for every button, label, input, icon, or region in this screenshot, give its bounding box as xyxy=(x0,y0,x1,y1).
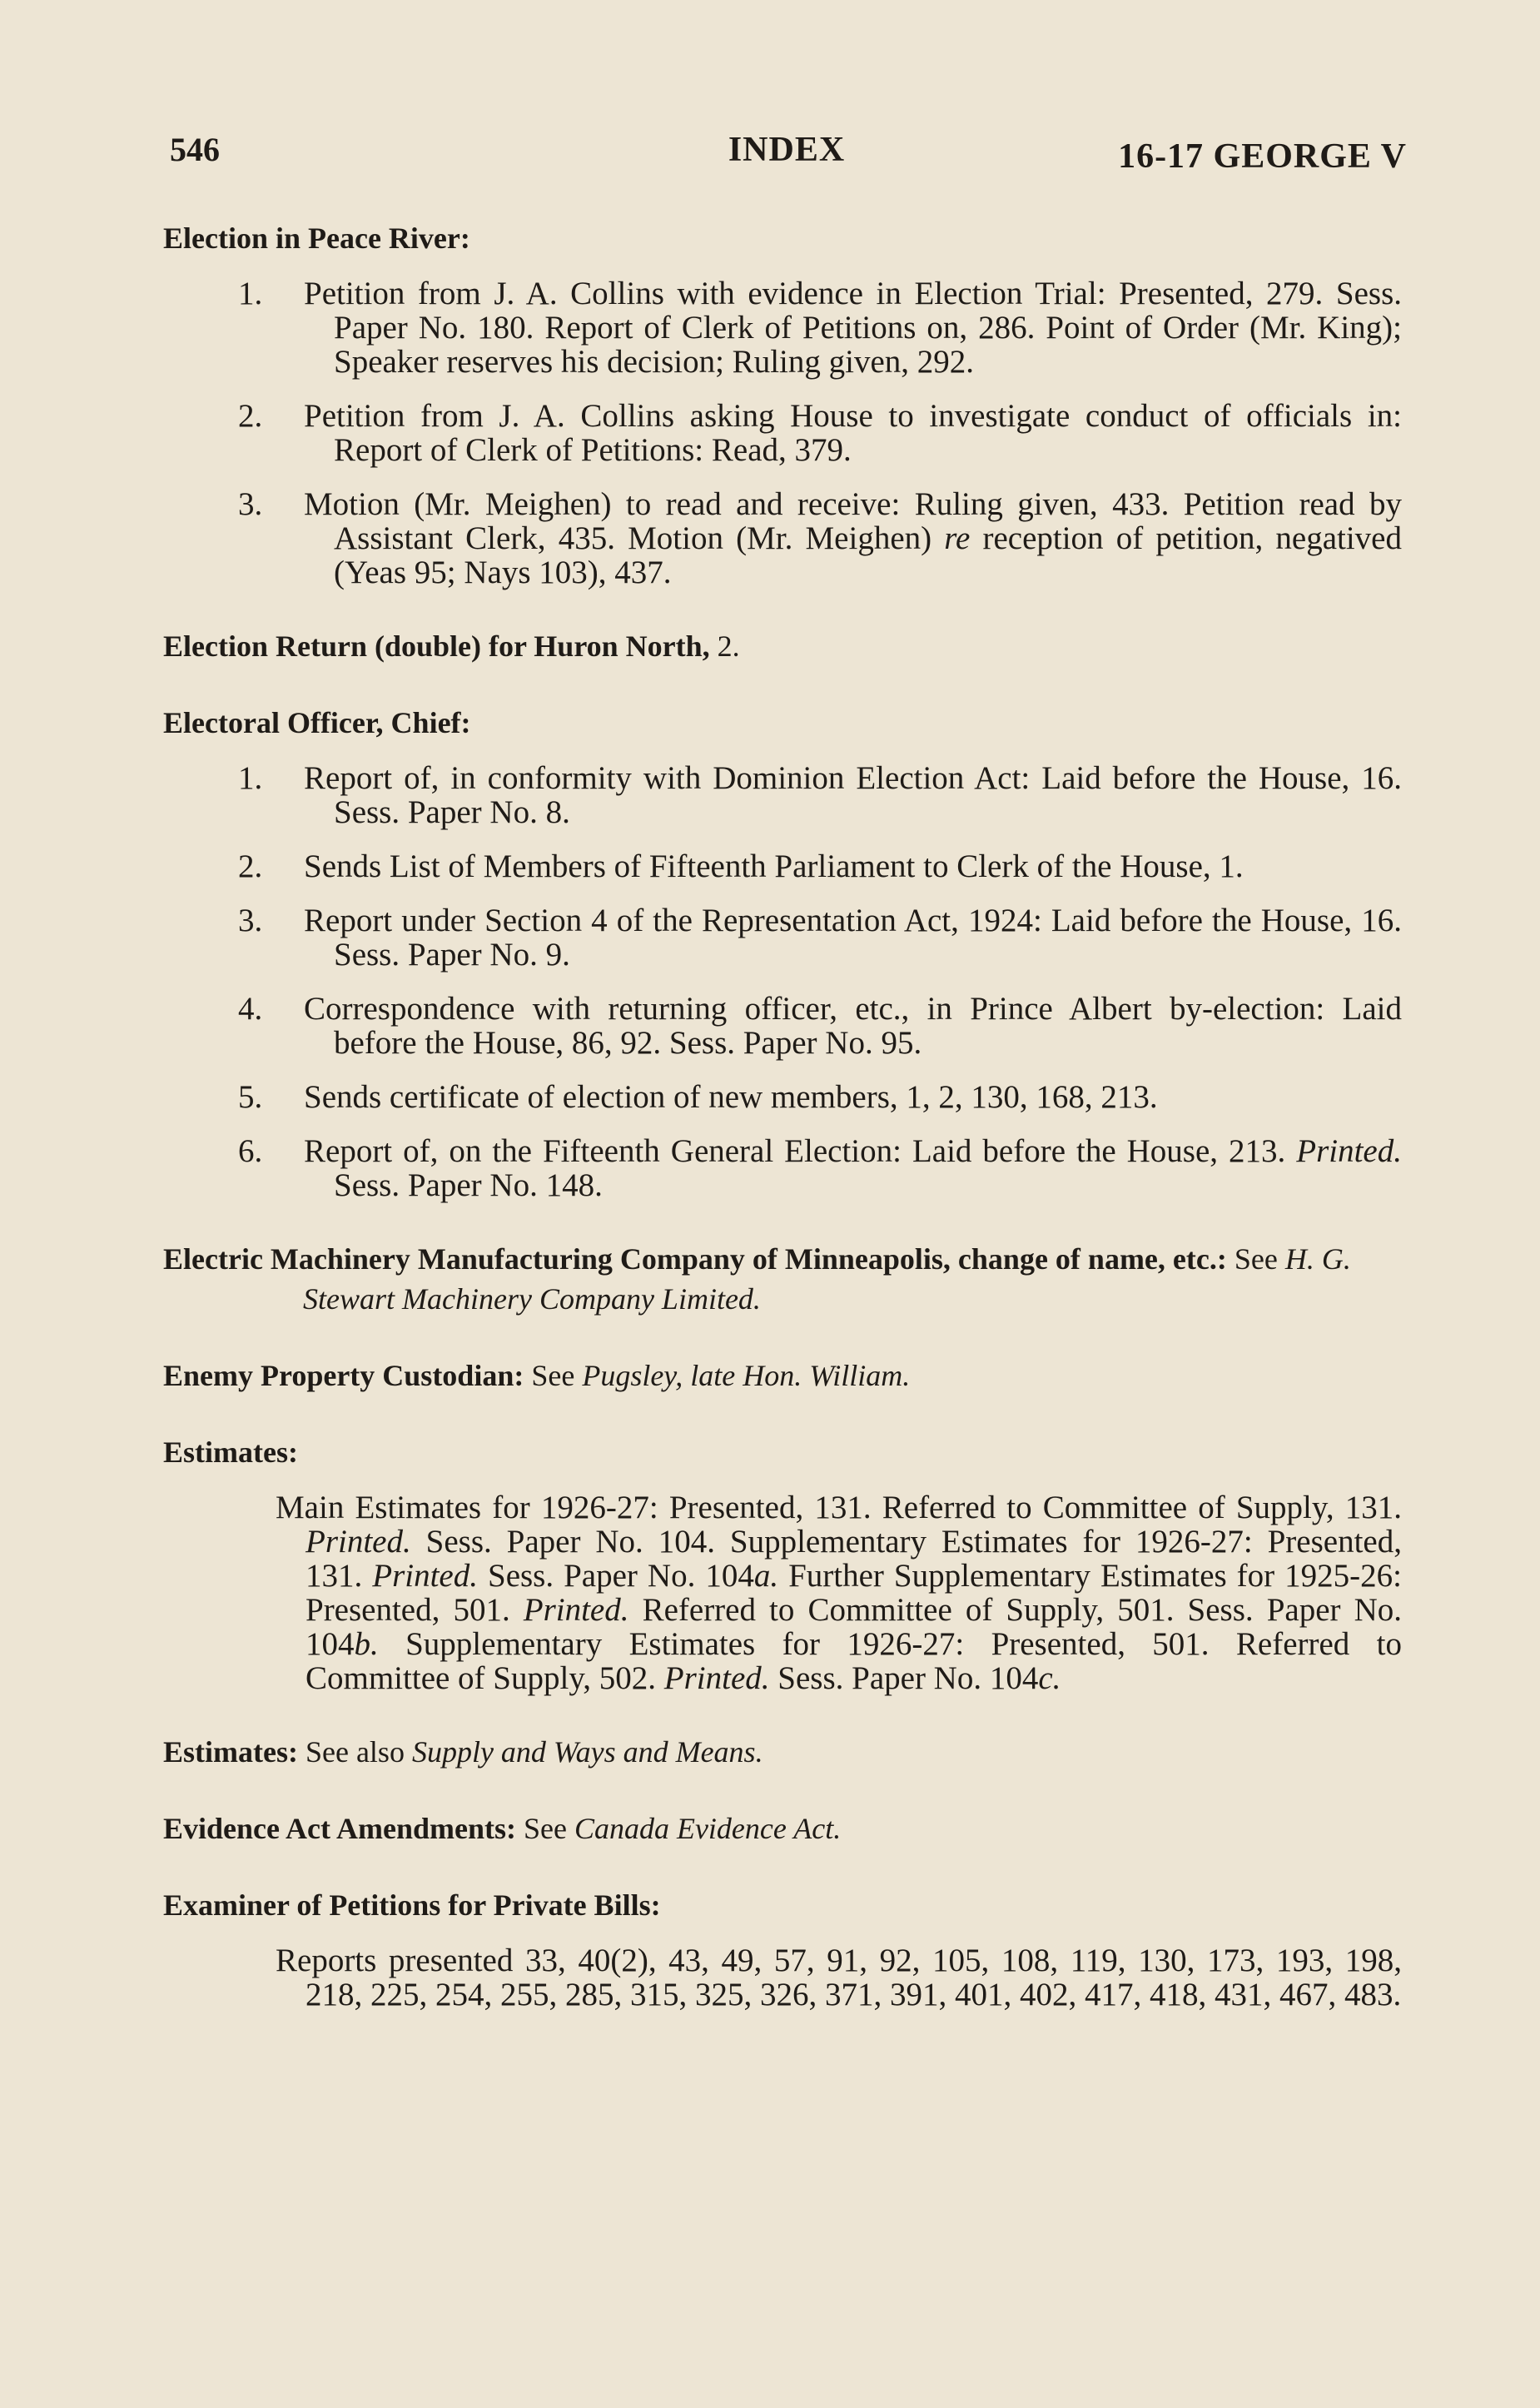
entry-heading-text: Evidence Act Amendments: xyxy=(163,1812,516,1845)
item-number: 2. xyxy=(238,848,263,884)
item-text: Sends certificate of election of new members, 1, 2, 130, 168, 213. xyxy=(304,1079,1158,1115)
item-number: 2. xyxy=(238,398,263,434)
entry-heading xyxy=(163,1239,1402,1319)
entry-heading-text: Election Return (double) for Huron North, xyxy=(163,629,710,663)
text-italic: Printed. xyxy=(663,1660,770,1696)
item-number: 1. xyxy=(238,760,263,796)
list-item xyxy=(163,992,1402,1060)
index-entry-electric-machinery xyxy=(163,1239,1402,1319)
index-entry-electoral-officer xyxy=(163,703,1402,1202)
entry-heading-text: Enemy Property Custodian: xyxy=(163,1359,524,1392)
entry-heading: Election in Peace River: xyxy=(163,221,470,255)
text-part: Supplementary Estimates for 1926-27: Presented, 501. Referred to Committee of Supply, 502. xyxy=(306,1626,1402,1696)
cross-reference: Supply and Ways and Means. xyxy=(411,1735,763,1769)
item-text: Petition from J. A. Collins asking House to investigate conduct of officials in: Report of Clerk of Petitions: Read, 379. xyxy=(304,398,1402,468)
text-italic: a. xyxy=(753,1558,779,1594)
page-header xyxy=(166,125,1407,175)
item-text-italic: re xyxy=(944,520,971,556)
item-text xyxy=(304,487,1402,590)
entry-heading: Estimates: xyxy=(163,1435,298,1469)
entry-heading-text: Electric Machinery Manufacturing Company of Minneapolis, change of name, etc.: xyxy=(163,1242,1227,1276)
reign-label: 16-17 GEORGE V xyxy=(1118,137,1407,176)
paragraph-text: Reports presented 33, 40(2), 43, 49, 57, 91, 92, 105, 108, 119, 130, 173, 193, 198, 218, 225, 254, 255, 285, 315, 325, 326, 371, 391, 401, 402, 417, 418, 431, 467, 483. xyxy=(276,1943,1402,2012)
item-number: 1. xyxy=(238,276,263,311)
item-number: 3. xyxy=(238,486,263,522)
entry-heading-text: Estimates: xyxy=(163,1735,298,1769)
index-entry-estimates-see-also xyxy=(163,1732,1402,1772)
item-number: 3. xyxy=(238,903,263,938)
item-text: Sends List of Members of Fifteenth Parliament to Clerk of the House, 1. xyxy=(304,848,1244,884)
see-label: See xyxy=(524,1359,583,1392)
entry-page-ref: 2. xyxy=(709,629,740,663)
item-text-part: Sess. Paper No. 148. xyxy=(334,1167,603,1203)
see-label: See xyxy=(1226,1242,1285,1276)
text-part: Further Supplementary Estimates for 1925-26: Presented, 501. xyxy=(306,1558,1402,1628)
see-label: See also xyxy=(297,1735,412,1769)
cross-reference: H. G. Stewart Machinery Company Limited. xyxy=(303,1242,1351,1316)
index-entry-enemy-property xyxy=(163,1356,1402,1396)
see-label: See xyxy=(515,1812,574,1845)
list-item xyxy=(163,487,1402,590)
item-number: 4. xyxy=(238,991,263,1027)
text-part: Sess. Paper No. 104 xyxy=(478,1558,754,1594)
list-item xyxy=(163,903,1402,972)
index-content xyxy=(163,218,1402,2048)
list-item xyxy=(163,849,1402,883)
paragraph-text xyxy=(276,1490,1402,1695)
list-item xyxy=(163,761,1402,829)
text-part: Sess. Paper No. 104. Supplementary Estimates for 1926-27: Presented, 131. xyxy=(306,1524,1402,1594)
item-text-part: reception of petition, negatived (Yeas 95; Nays 103), 437. xyxy=(334,520,1402,590)
list-item xyxy=(163,1080,1402,1114)
entry-paragraph xyxy=(163,1490,1402,1695)
item-text-italic: Printed. xyxy=(1296,1133,1402,1169)
list-item xyxy=(163,276,1402,379)
cross-reference: Pugsley, late Hon. William. xyxy=(582,1359,911,1392)
entry-heading: Examiner of Petitions for Private Bills: xyxy=(163,1888,661,1922)
list-item xyxy=(163,399,1402,467)
text-italic: b. xyxy=(354,1626,379,1662)
text-italic: Printed. xyxy=(306,1524,411,1560)
entry-heading: Electoral Officer, Chief: xyxy=(163,706,471,739)
index-entry-election-return xyxy=(163,626,1402,666)
entry-paragraph xyxy=(163,1943,1402,2012)
text-italic: Printed. xyxy=(372,1558,478,1594)
item-text: Correspondence with returning officer, etc., in Prince Albert by-election: Laid before the House, 86, 92. Sess. Paper No. 95. xyxy=(304,991,1402,1061)
page-title: INDEX xyxy=(728,131,846,169)
index-entry-examiner-petitions xyxy=(163,1885,1402,2012)
text-italic: Printed. xyxy=(523,1592,629,1628)
item-text: Report of, in conformity with Dominion Election Act: Laid before the House, 16. Sess. Paper No. 8. xyxy=(304,760,1402,830)
text-part: Sess. Paper No. 104 xyxy=(769,1660,1039,1696)
entry-heading xyxy=(163,1808,1402,1848)
list-item xyxy=(163,1134,1402,1202)
page-number: 546 xyxy=(170,131,220,168)
text-part: Referred to Committee of Supply, 501. Sess. Paper No. 104 xyxy=(306,1592,1402,1662)
item-text: Report under Section 4 of the Representation Act, 1924: Laid before the House, 16. Sess. Paper No. 9. xyxy=(304,903,1402,973)
item-text xyxy=(304,1134,1402,1202)
cross-reference: Canada Evidence Act. xyxy=(574,1812,842,1845)
text-italic: c. xyxy=(1038,1660,1061,1696)
entry-heading xyxy=(163,1356,1402,1396)
entry-items xyxy=(163,761,1402,1202)
index-entry-evidence-act xyxy=(163,1808,1402,1848)
entry-items xyxy=(163,276,1402,590)
entry-heading xyxy=(163,1732,1402,1772)
index-entry-estimates xyxy=(163,1432,1402,1695)
text-part: Main Estimates for 1926-27: Presented, 131. Referred to Committee of Supply, 131. xyxy=(276,1490,1402,1525)
item-text-part: Report of, on the Fifteenth General Election: Laid before the House, 213. xyxy=(304,1133,1297,1169)
entry-heading xyxy=(163,626,1402,666)
item-text-part: Motion (Mr. Meighen) to read and receive: Ruling given, 433. Petition read by Assistant Clerk, 435. Motion (Mr. Meighen) xyxy=(304,486,1402,556)
item-number: 5. xyxy=(238,1079,263,1115)
index-entry-election-peace-river xyxy=(163,218,1402,590)
item-text: Petition from J. A. Collins with evidence in Election Trial: Presented, 279. Sess. Paper No. 180. Report of Clerk of Petitions on, 286. Point of Order (Mr. King); Speaker reserves his decision; Ruling given, 292. xyxy=(304,276,1402,380)
item-number: 6. xyxy=(238,1133,263,1169)
